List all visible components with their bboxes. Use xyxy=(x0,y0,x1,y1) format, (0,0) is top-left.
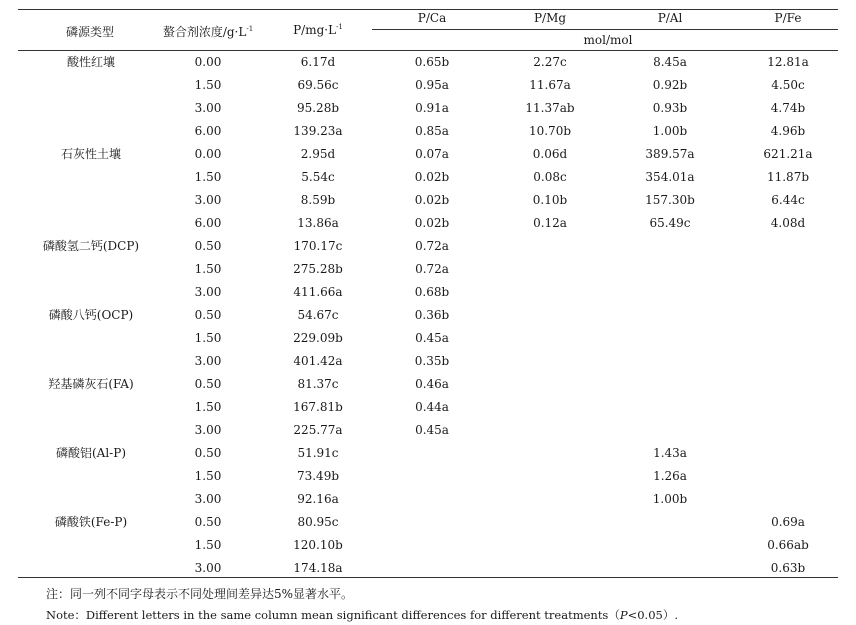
cell-p-mg xyxy=(490,445,610,461)
cell-p-fe: 0.63b xyxy=(770,561,806,575)
cell-p-mg xyxy=(490,560,610,576)
cell-p-al: 0.93b xyxy=(652,101,688,115)
cell-source xyxy=(18,491,164,507)
cell-p-fe: 12.81a xyxy=(767,55,809,69)
cell-p-mg xyxy=(490,537,610,553)
cell-p-al: 0.92b xyxy=(652,78,688,92)
cell-concentration: 3.00 xyxy=(194,423,222,437)
cell-p-mg: 0.12a xyxy=(533,216,567,230)
cell-p-mg: 11.37ab xyxy=(525,101,575,115)
cell-p: 54.67c xyxy=(297,308,339,322)
cell-p-mg: 2.27c xyxy=(533,55,567,69)
cell-p-mg: 0.06d xyxy=(532,147,568,161)
cell-p-al xyxy=(610,353,730,369)
cell-p-ca: 0.45a xyxy=(415,423,449,437)
cell-p-al xyxy=(610,537,730,553)
note-chinese: 注：同一列不同字母表示不同处理间差异达5%显著水平。 xyxy=(46,587,354,601)
cell-p-ca: 0.72a xyxy=(415,262,449,276)
cell-concentration: 0.50 xyxy=(194,377,222,391)
cell-concentration: 1.50 xyxy=(194,400,222,414)
cell-p-fe: 0.66ab xyxy=(767,538,809,552)
cell-p-fe: 4.08d xyxy=(770,216,806,230)
header-concentration xyxy=(148,23,268,40)
cell-p-fe xyxy=(728,353,848,369)
cell-source: 磷酸铁(Fe-P) xyxy=(54,515,128,529)
cell-p: 225.77a xyxy=(293,423,343,437)
cell-p: 5.54c xyxy=(301,170,335,184)
cell-p-ca: 0.65b xyxy=(414,55,450,69)
cell-p: 73.49b xyxy=(296,469,340,483)
cell-p-ca: 0.91a xyxy=(415,101,449,115)
cell-p: 2.95d xyxy=(300,147,336,161)
note-english-text: Note：Different letters in the same column mean significant differences for different treatments（ xyxy=(46,608,620,622)
cell-source xyxy=(18,422,164,438)
cell-p-mg: 11.67a xyxy=(529,78,571,92)
cell-p-fe xyxy=(728,307,848,323)
cell-concentration: 1.50 xyxy=(194,538,222,552)
cell-p-fe xyxy=(728,284,848,300)
cell-p-al: 1.00b xyxy=(652,124,688,138)
table-bottom-rule xyxy=(18,577,838,578)
cell-p-fe xyxy=(728,491,848,507)
header-p-concentration xyxy=(258,23,378,37)
header-p-fe: P/Fe xyxy=(774,11,802,25)
cell-source xyxy=(18,330,164,346)
note-english xyxy=(46,607,678,623)
cell-concentration: 1.50 xyxy=(194,262,222,276)
cell-p: 170.17c xyxy=(293,239,343,253)
header-concentration-text: 螯合剂浓度/g·L xyxy=(162,25,247,39)
cell-p-fe: 621.21a xyxy=(763,147,813,161)
cell-source: 石灰性土壤 xyxy=(60,147,121,161)
cell-p-ca: 0.07a xyxy=(415,147,449,161)
header-bottom-rule xyxy=(18,50,838,51)
cell-concentration: 6.00 xyxy=(194,124,222,138)
cell-p-fe xyxy=(728,422,848,438)
cell-p-ca: 0.45a xyxy=(415,331,449,345)
unit-rule xyxy=(372,29,838,30)
cell-p-fe: 4.74b xyxy=(770,101,806,115)
cell-p-mg xyxy=(490,307,610,323)
cell-p-al xyxy=(610,422,730,438)
cell-p: 13.86a xyxy=(297,216,339,230)
cell-p: 120.10b xyxy=(293,538,343,552)
cell-p-fe: 11.87b xyxy=(766,170,810,184)
cell-source xyxy=(18,261,164,277)
cell-p: 81.37c xyxy=(297,377,339,391)
cell-p-ca: 0.02b xyxy=(414,193,450,207)
cell-concentration: 1.50 xyxy=(194,469,222,483)
cell-concentration: 0.00 xyxy=(194,55,222,69)
header-source: 磷源类型 xyxy=(65,25,114,39)
cell-p-ca: 0.02b xyxy=(414,170,450,184)
cell-p-ca xyxy=(372,537,492,553)
cell-p-al: 1.43a xyxy=(653,446,687,460)
note-english-p: P xyxy=(619,608,628,622)
header-p-mg: P/Mg xyxy=(533,11,567,25)
cell-concentration: 6.00 xyxy=(194,216,222,230)
cell-concentration: 3.00 xyxy=(194,354,222,368)
header-p-ca: P/Ca xyxy=(417,11,447,25)
cell-source xyxy=(18,169,164,185)
cell-source: 酸性红壤 xyxy=(66,55,115,69)
cell-p-ca: 0.46a xyxy=(415,377,449,391)
cell-p-ca: 0.68b xyxy=(414,285,450,299)
cell-p-fe xyxy=(728,468,848,484)
cell-concentration: 3.00 xyxy=(194,285,222,299)
cell-p-al: 354.01a xyxy=(645,170,695,184)
cell-concentration: 3.00 xyxy=(194,101,222,115)
cell-p-fe xyxy=(728,261,848,277)
cell-p-mg xyxy=(490,261,610,277)
cell-p-ca xyxy=(372,445,492,461)
cell-p-ca: 0.95a xyxy=(415,78,449,92)
cell-concentration: 1.50 xyxy=(194,170,222,184)
cell-concentration: 1.50 xyxy=(194,78,222,92)
cell-p-fe xyxy=(728,238,848,254)
cell-p-fe xyxy=(728,399,848,415)
cell-p-mg xyxy=(490,376,610,392)
cell-p-al: 389.57a xyxy=(645,147,695,161)
cell-p-ca: 0.85a xyxy=(415,124,449,138)
cell-source xyxy=(18,215,164,231)
cell-p-fe: 4.50c xyxy=(771,78,805,92)
cell-p-mg: 0.10b xyxy=(532,193,568,207)
cell-p: 275.28b xyxy=(293,262,343,276)
cell-source xyxy=(18,399,164,415)
cell-p-mg xyxy=(490,284,610,300)
cell-p-ca: 0.44a xyxy=(415,400,449,414)
cell-p-al: 8.45a xyxy=(653,55,687,69)
cell-concentration: 0.00 xyxy=(194,147,222,161)
cell-p: 139.23a xyxy=(293,124,343,138)
cell-p-ca xyxy=(372,560,492,576)
cell-p-al xyxy=(610,261,730,277)
cell-concentration: 0.50 xyxy=(194,515,222,529)
header-p-al: P/Al xyxy=(657,11,683,25)
cell-concentration: 3.00 xyxy=(194,561,222,575)
cell-source xyxy=(18,77,164,93)
cell-source: 羟基磷灰石(FA) xyxy=(48,377,134,391)
cell-p: 95.28b xyxy=(296,101,340,115)
header-p-text: P/mg·L xyxy=(293,23,337,37)
cell-p-mg xyxy=(490,468,610,484)
header-unit: mol/mol xyxy=(583,33,633,47)
cell-p-al xyxy=(610,238,730,254)
cell-p-fe: 0.69a xyxy=(771,515,805,529)
cell-p-al xyxy=(610,307,730,323)
cell-concentration: 1.50 xyxy=(194,331,222,345)
cell-concentration: 3.00 xyxy=(194,193,222,207)
cell-p-al: 1.26a xyxy=(653,469,687,483)
cell-p-ca xyxy=(372,514,492,530)
cell-p: 229.09b xyxy=(293,331,343,345)
cell-source xyxy=(18,537,164,553)
cell-p-mg xyxy=(490,399,610,415)
cell-p-mg xyxy=(490,422,610,438)
cell-p-fe xyxy=(728,330,848,346)
cell-p-al: 157.30b xyxy=(645,193,695,207)
cell-p: 174.18a xyxy=(293,561,343,575)
cell-source xyxy=(18,468,164,484)
cell-p-al xyxy=(610,514,730,530)
cell-p: 401.42a xyxy=(293,354,343,368)
cell-source: 磷酸八钙(OCP) xyxy=(48,308,134,322)
cell-source xyxy=(18,284,164,300)
cell-p-fe xyxy=(728,376,848,392)
cell-source xyxy=(18,560,164,576)
cell-p-fe: 4.96b xyxy=(770,124,806,138)
note-english-suffix: <0.05）. xyxy=(627,608,678,622)
cell-p-ca: 0.36b xyxy=(414,308,450,322)
cell-p: 80.95c xyxy=(297,515,339,529)
cell-p-al xyxy=(610,330,730,346)
cell-source xyxy=(18,192,164,208)
header-concentration-sup: -1 xyxy=(246,25,254,33)
cell-p-al xyxy=(610,399,730,415)
cell-p-ca xyxy=(372,491,492,507)
cell-p-ca xyxy=(372,468,492,484)
cell-p-mg xyxy=(490,238,610,254)
cell-p: 411.66a xyxy=(293,285,343,299)
cell-p-fe: 6.44c xyxy=(771,193,805,207)
cell-p: 51.91c xyxy=(297,446,339,460)
cell-p-mg xyxy=(490,514,610,530)
cell-source: 磷酸铝(Al-P) xyxy=(56,446,126,460)
cell-p-ca: 0.72a xyxy=(415,239,449,253)
cell-p-al xyxy=(610,376,730,392)
cell-p: 167.81b xyxy=(293,400,343,414)
cell-source xyxy=(18,353,164,369)
cell-concentration: 3.00 xyxy=(194,492,222,506)
cell-source xyxy=(18,123,164,139)
cell-p: 69.56c xyxy=(297,78,339,92)
cell-p: 8.59b xyxy=(300,193,336,207)
cell-p: 92.16a xyxy=(297,492,339,506)
header-p-sup: -1 xyxy=(336,23,343,31)
cell-p-mg xyxy=(490,330,610,346)
cell-concentration: 0.50 xyxy=(194,308,222,322)
cell-p-al xyxy=(610,560,730,576)
cell-source xyxy=(18,100,164,116)
cell-p-mg xyxy=(490,353,610,369)
cell-p-mg: 10.70b xyxy=(528,124,572,138)
top-rule xyxy=(18,9,838,10)
cell-p: 6.17d xyxy=(300,55,336,69)
cell-p-ca: 0.02b xyxy=(414,216,450,230)
cell-p-al: 65.49c xyxy=(649,216,691,230)
cell-p-al: 1.00b xyxy=(652,492,688,506)
cell-p-mg: 0.08c xyxy=(533,170,567,184)
cell-p-ca: 0.35b xyxy=(414,354,450,368)
cell-concentration: 0.50 xyxy=(194,239,222,253)
cell-p-al xyxy=(610,284,730,300)
cell-p-fe xyxy=(728,445,848,461)
cell-p-mg xyxy=(490,491,610,507)
cell-source: 磷酸氢二钙(DCP) xyxy=(42,239,140,253)
cell-concentration: 0.50 xyxy=(194,446,222,460)
